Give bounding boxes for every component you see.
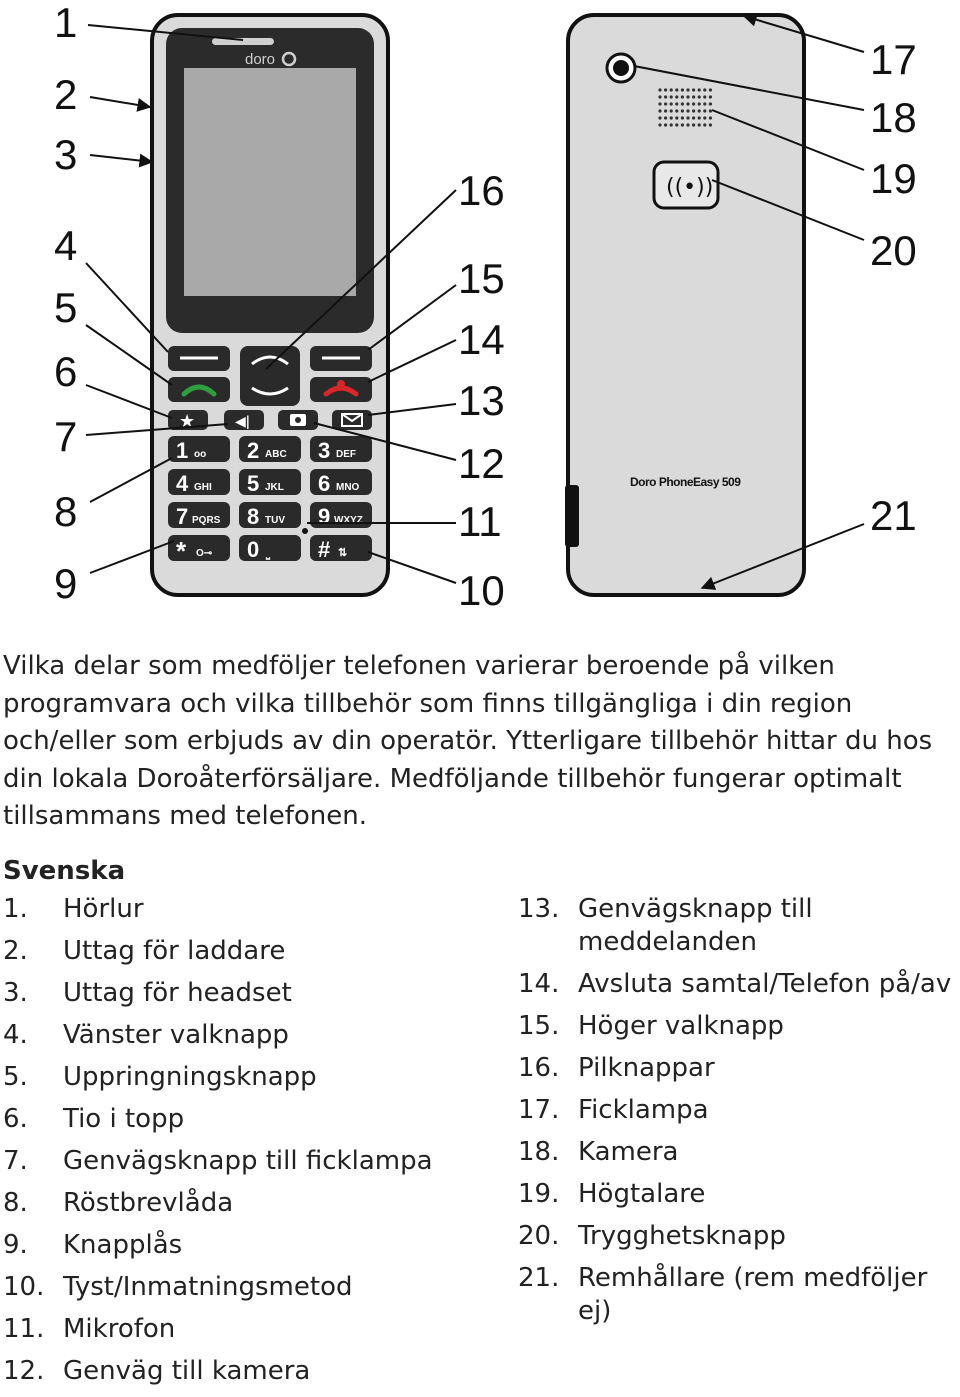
part-item (518, 1052, 958, 1085)
key-1-digit: 1 (176, 438, 189, 463)
key-5-digit: 5 (247, 471, 260, 496)
speaker-hole (686, 109, 689, 112)
callout-20: 20 (870, 227, 917, 274)
speaker-hole (675, 123, 678, 126)
speaker-hole (703, 109, 706, 112)
callout-14: 14 (458, 316, 505, 363)
callout-1: 1 (54, 0, 78, 46)
key-3-letters: DEF (336, 449, 356, 460)
part-label: Ficklampa (578, 1095, 709, 1125)
part-item (3, 1019, 503, 1052)
speaker-hole (670, 109, 673, 112)
part-label: Uppringningsknapp (63, 1062, 317, 1092)
speaker-hole (658, 95, 661, 98)
leader-2 (90, 97, 150, 107)
speaker-hole (709, 88, 712, 91)
part-item (518, 1094, 958, 1127)
part-label: Trygghetsknapp (578, 1221, 786, 1251)
part-item (3, 1355, 503, 1388)
brand-logo: doro (245, 51, 276, 68)
speaker-hole (698, 88, 701, 91)
part-item (518, 1136, 958, 1169)
key-star-symbol: * (176, 536, 187, 566)
callout-13: 13 (458, 377, 505, 424)
part-number: 14. (518, 969, 560, 999)
key-2-digit: 2 (247, 438, 260, 463)
speaker-hole (692, 116, 695, 119)
speaker-hole (664, 88, 667, 91)
speaker-hole (675, 102, 678, 105)
part-number: 2. (3, 936, 28, 966)
key-2-letters: ABC (265, 449, 287, 460)
part-item (3, 1103, 503, 1136)
part-label: Genvägsknapp till meddelanden (578, 894, 813, 957)
speaker-hole (675, 95, 678, 98)
part-number: 19. (518, 1179, 560, 1209)
part-item (3, 1313, 503, 1346)
part-number: 3. (3, 978, 28, 1008)
part-number: 12. (3, 1356, 45, 1386)
part-number: 1. (3, 894, 28, 924)
speaker-hole (681, 109, 684, 112)
speaker-hole (709, 116, 712, 119)
speaker-hole (709, 95, 712, 98)
speaker-hole (698, 102, 701, 105)
part-item (3, 893, 503, 926)
callout-16: 16 (458, 167, 505, 214)
speaker-hole (681, 116, 684, 119)
camera-lens (613, 60, 629, 76)
speaker-hole (670, 88, 673, 91)
language-heading: Svenska (3, 856, 126, 886)
callout-10: 10 (458, 567, 505, 614)
phone-diagram (0, 0, 960, 630)
callout-2: 2 (54, 71, 78, 118)
key-0-digit: 0 (247, 537, 260, 562)
speaker-hole (709, 123, 712, 126)
part-number: 13. (518, 894, 560, 924)
speaker-hole (664, 123, 667, 126)
phone-back-body (568, 15, 804, 595)
speaker-hole (658, 88, 661, 91)
speaker-hole (664, 102, 667, 105)
part-item (518, 1220, 958, 1253)
speaker-hole (670, 102, 673, 105)
parts-list-left (3, 893, 503, 1397)
part-item (3, 1271, 503, 1304)
speaker-hole (692, 102, 695, 105)
part-number: 15. (518, 1011, 560, 1041)
display-screen (184, 68, 356, 296)
part-number: 10. (3, 1272, 45, 1302)
part-item (3, 1229, 503, 1262)
part-label: Uttag för laddare (63, 936, 286, 966)
speaker-hole (686, 88, 689, 91)
part-item (518, 1178, 958, 1211)
microphone (302, 528, 308, 534)
part-label: Mikrofon (63, 1314, 176, 1344)
part-label: Hörlur (63, 894, 144, 924)
part-number: 11. (3, 1314, 45, 1344)
key-6-letters: MNO (336, 482, 360, 493)
key-8-letters: TUV (265, 515, 285, 526)
speaker-hole (681, 102, 684, 105)
part-label: Vänster valknapp (63, 1020, 289, 1050)
part-label: Uttag för headset (63, 978, 292, 1008)
part-item (3, 977, 503, 1010)
flashlight-icon: ◀ǀ (235, 414, 250, 430)
speaker-hole (686, 123, 689, 126)
part-label: Remhållare (rem medföljer ej) (578, 1263, 928, 1326)
emergency-icon: ((•)) (666, 175, 714, 200)
speaker-hole (670, 116, 673, 119)
speaker-hole (675, 109, 678, 112)
speaker-hole (664, 109, 667, 112)
callout-9: 9 (54, 560, 78, 607)
model-label: Doro PhoneEasy 509 (630, 475, 741, 489)
part-label: Genväg till kamera (63, 1356, 311, 1386)
part-label: Pilknappar (578, 1053, 715, 1083)
phone-front (152, 15, 388, 595)
key-7-digit: 7 (176, 504, 189, 529)
speaker-hole (670, 123, 673, 126)
part-number: 4. (3, 1020, 28, 1050)
speaker-hole (692, 123, 695, 126)
callout-5: 5 (54, 284, 78, 331)
part-number: 17. (518, 1095, 560, 1125)
part-label: Tyst/Inmatningsmetod (63, 1272, 353, 1302)
part-number: 21. (518, 1263, 560, 1293)
part-item (518, 968, 958, 1001)
key-hash-symbol: # (318, 537, 331, 562)
intro-paragraph: Vilka delar som medföljer telefonen varierar beroende på vilken programvara och vilka tillbehör som finns tillgängliga i din region och/eller som erbjuds av din operatör. Ytterligare tillbehör hittar du hos din lokala Doroåterförsäljare. Medföljande tillbehör fungerar optimalt tillsammans med telefonen. (3, 651, 933, 831)
key-hash-mode: ⇅ (338, 547, 348, 559)
part-label: Höger valknapp (578, 1011, 784, 1041)
part-item (3, 1145, 503, 1178)
callout-19: 19 (870, 155, 917, 202)
callout-4: 4 (54, 222, 78, 269)
speaker-hole (686, 95, 689, 98)
speaker-hole (658, 116, 661, 119)
part-number: 6. (3, 1104, 28, 1134)
speaker-hole (709, 109, 712, 112)
part-number: 5. (3, 1062, 28, 1092)
callout-21: 21 (870, 492, 917, 539)
key-4-letters: GHI (194, 482, 212, 493)
part-number: 8. (3, 1188, 28, 1218)
power-icon (337, 380, 345, 388)
star-icon: ★ (179, 411, 196, 432)
key-7-letters: PQRS (192, 515, 221, 526)
part-label: Knapplås (63, 1230, 183, 1260)
speaker-hole (703, 95, 706, 98)
callout-3: 3 (54, 131, 78, 178)
speaker-hole (675, 88, 678, 91)
part-item (518, 893, 958, 959)
camera-icon-lens (295, 417, 301, 423)
key-3-digit: 3 (318, 438, 331, 463)
key-1-letters: ᴏᴏ (194, 449, 207, 460)
part-number: 20. (518, 1221, 560, 1251)
speaker-hole (664, 116, 667, 119)
callout-18: 18 (870, 94, 917, 141)
part-label: Genvägsknapp till ficklampa (63, 1146, 433, 1176)
part-label: Tio i topp (63, 1104, 185, 1134)
callout-11: 11 (458, 498, 502, 545)
callout-7: 7 (54, 413, 78, 460)
speaker-hole (658, 102, 661, 105)
part-number: 9. (3, 1230, 28, 1260)
speaker-hole (675, 116, 678, 119)
speaker-hole (670, 95, 673, 98)
callout-17: 17 (870, 36, 917, 83)
key-star-lock: O⊸ (196, 548, 213, 559)
part-item (518, 1262, 958, 1328)
key-4-digit: 4 (176, 471, 189, 496)
part-item (3, 935, 503, 968)
speaker-hole (692, 95, 695, 98)
speaker-hole (681, 95, 684, 98)
strap-holder (565, 485, 579, 547)
speaker-hole (703, 102, 706, 105)
key-0-space: ⎵ (266, 549, 270, 560)
speaker-hole (698, 95, 701, 98)
speaker-hole (698, 123, 701, 126)
speaker-hole (686, 102, 689, 105)
part-item (518, 1010, 958, 1043)
callout-8: 8 (54, 488, 78, 535)
key-5-letters: JKL (265, 482, 284, 493)
speaker-hole (698, 116, 701, 119)
part-item (3, 1187, 503, 1220)
speaker-hole (692, 88, 695, 91)
key-9-letters: WXYZ (334, 515, 363, 526)
part-label: Röstbrevlåda (63, 1188, 234, 1218)
callout-15: 15 (458, 255, 505, 302)
part-number: 7. (3, 1146, 28, 1176)
speaker-hole (703, 88, 706, 91)
part-number: 18. (518, 1137, 560, 1167)
key-6-digit: 6 (318, 471, 331, 496)
speaker-hole (664, 95, 667, 98)
speaker-hole (698, 109, 701, 112)
callout-6: 6 (54, 348, 78, 395)
part-label: Högtalare (578, 1179, 706, 1209)
speaker-hole (658, 123, 661, 126)
speaker-hole (703, 123, 706, 126)
speaker-hole (681, 88, 684, 91)
speaker-hole (703, 116, 706, 119)
part-number: 16. (518, 1053, 560, 1083)
key-8-digit: 8 (247, 504, 260, 529)
callout-12: 12 (458, 440, 505, 487)
speaker-hole (692, 109, 695, 112)
speaker-hole (709, 102, 712, 105)
part-label: Avsluta samtal/Telefon på/av (578, 969, 952, 999)
part-label: Kamera (578, 1137, 679, 1167)
speaker-hole (686, 116, 689, 119)
part-item (3, 1061, 503, 1094)
phone-back (565, 15, 804, 595)
parts-list-right (518, 893, 958, 1337)
speaker-hole (681, 123, 684, 126)
arrow-keys[interactable] (240, 346, 300, 406)
key-9-digit: 9 (318, 504, 331, 529)
leader-3 (90, 155, 152, 162)
speaker-hole (658, 109, 661, 112)
